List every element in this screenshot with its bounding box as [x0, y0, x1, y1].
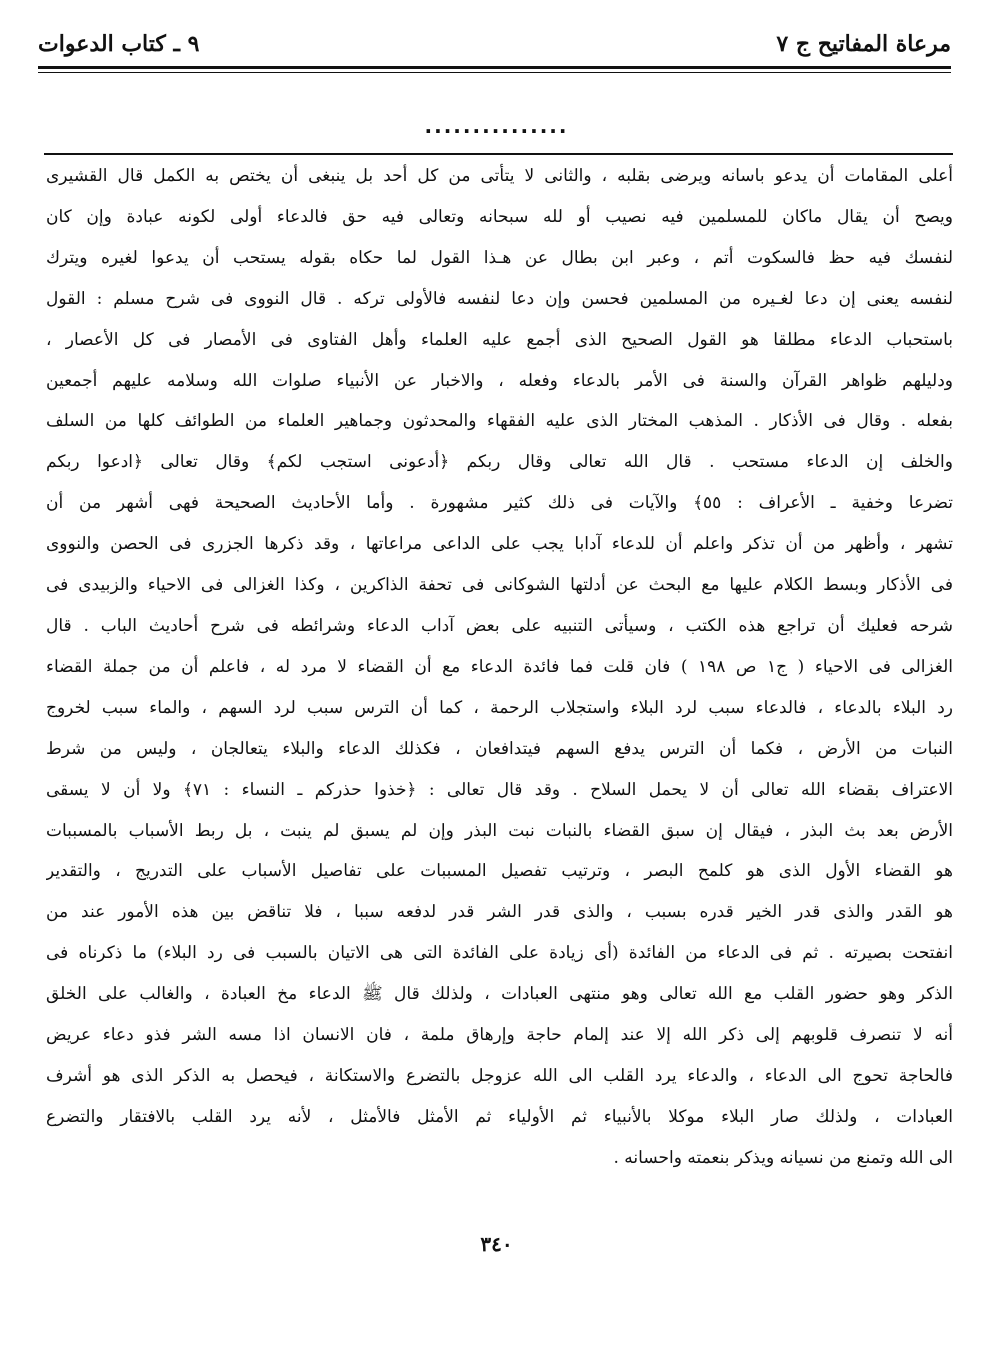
text-line: لنفسك فيه حظ فالسكوت أتم ، وعبر ابن بطال عن هـذا القول لما حكاه بقوله يستحب أن يدعوا لغيره ويترك: [46, 247, 953, 268]
text-line: فى الأذكار وبسط الكلام عليها مع البحث عن أدلتها الشوكانى فى تحفة الذاكرين ، وكذا الغزالى فى الاحياء والزبيدى فى: [46, 575, 953, 596]
text-line: الأرض بعد بث البذر ، فيقال إن سبق القضاء بالنبات نبت البذر وإن لم يسبق لم ينبت ، بل ربط الأسباب بالمسببات: [46, 820, 953, 841]
section-separator: ...............: [424, 114, 569, 138]
text-line: شرحه فعليك أن تراجع هذه الكتب ، وسيأتى التنبيه على بعض آداب الدعاء وشرائطه فى شرح أحاديث الباب . قال: [46, 615, 953, 636]
text-line: الذكر وهو حضور القلب مع الله تعالى وهو منتهى العبادات ، ولذلك قال ﷺ الدعاء مخ العبادة ، والغالب على الخلق: [46, 984, 953, 1005]
text-line: الغزالى فى الاحياء ( ج١ ص ١٩٨ ) فان قلت فما فائدة الدعاء مع أن القضاء لا مرد له ، فاعلم أن من جملة القضاء: [46, 656, 953, 677]
body-text: [46, 156, 953, 1179]
text-line: رد البلاء بالدعاء ، فالدعاء سبب لرد البلاء واستجلاب الرحمة ، كما أن الترس سبب لرد السهم ، والماء سبب لخروج: [46, 697, 953, 718]
text-line: العبادات ، ولذلك صار البلاء موكلا بالأنبياء ثم الأولياء ثم الأمثل فالأمثل ، لأنه يرد القلب بالافتقار والتضرع: [46, 1106, 953, 1127]
text-line: الاعتراف بقضاء الله تعالى أن لا يحمل السلاح . وقد قال تعالى : ﴿خذوا حذركم ـ النساء : ٧١﴾ ولا أن لا يسقى: [46, 779, 953, 800]
text-line: أنه لا تنصرف قلوبهم إلى ذكر الله إلا عند إلمام حاجة وإرهاق ملمة ، فان الانسان اذا مسه الشر فذو دعاء عريض: [46, 1025, 953, 1046]
header-rule-thick: [38, 66, 951, 69]
text-line: تشهر ، وأظهر من أن تذكر واعلم أن للدعاء آدابا يجب على الداعى مراعاتها ، وقد ذكرها الجزرى فى الحصن والنووى: [46, 534, 953, 555]
text-line: ودليلهم ظواهر القرآن والسنة فى الأمر بالدعاء وفعله ، والاخبار عن الأنبياء صلوات الله وسلامه عليهم أجمعين: [46, 370, 953, 391]
body-rule: [44, 153, 953, 155]
running-header: [38, 22, 951, 66]
page-number: ٣٤٠: [480, 1232, 513, 1256]
text-line: النبات من الأرض ، فكما أن الترس يدفع السهم فيتدافعان ، فكذلك الدعاء والبلاء يتعالجان ، وليس من شرط: [46, 738, 953, 759]
book-title: مرعاة المفاتيح ج ٧: [776, 31, 951, 57]
text-line: تضرعا وخفية ـ الأعراف : ٥٥﴾ والآيات فى ذلك كثير مشهورة . وأما الأحاديث الصحيحة فهى أشهر من أن: [46, 493, 953, 514]
text-line-last: الى الله وتمنع من نسيانه ويذكر بنعمته واحسانه .: [613, 1147, 953, 1168]
text-line: فالحاجة تحوج الى الدعاء ، والدعاء يرد القلب الى الله عزوجل بالتضرع والاستكانة ، فيحصل به الذكر الذى هو أشرف: [46, 1065, 953, 1086]
text-line: هو القضاء الأول الذى هو كلمح البصر ، وترتيب تفصيل المسببات على تفاصيل الأسباب على التدريج ، والتقدير: [46, 861, 953, 882]
text-line: والخلف إن الدعاء مستحب . قال الله تعالى وقال ربكم ﴿أدعونى استجب لكم﴾ وقال تعالى ﴿ادعوا ربكم: [46, 452, 953, 473]
text-line: ويصح أن يقال ماكان للمسلمين فيه نصيب أو لله سبحانه وتعالى فيه حق فالدعاء أولى لكونه عبادة وإن كان: [46, 206, 953, 227]
header-rule-thin: [38, 72, 951, 73]
text-line: لنفسه يعنى إن دعا لغـيره من المسلمين فحسن وإن دعا لنفسه فالأولى تركه . قال النووى فى شرح مسلم : القول: [46, 288, 953, 309]
chapter-title: ٩ ـ كتاب الدعوات: [38, 31, 200, 57]
text-line: هو القدر والذى قدر الخير قدره بسبب ، والذى قدر الشر قدر لدفعه سببا ، فلا تناقض بين هذه الأمور عند من: [46, 902, 953, 923]
text-line: باستحباب الدعاء مطلقا هو القول الصحيح الذى أجمع عليه العلماء وأهل الفتاوى فى الأمصار فى كل الأعصار ،: [46, 329, 953, 350]
text-line: انفتحت بصيرته . ثم فى الدعاء من الفائدة (أى زيادة على الفائدة التى هى الاتيان بالسبب فى رد البلاء) ما ذكرناه فى: [46, 943, 953, 964]
text-line: بفعله . وقال فى الأذكار . المذهب المختار الذى عليه الفقهاء والمحدثون وجماهير العلماء من الطوائف كلها من السلف: [46, 411, 953, 432]
text-line: أعلى المقامات أن يدعو باسانه ويرضى بقلبه ، والثانى لا يتأتى من كل أحد بل ينبغى أن يختص به الكمل قال القشيرى: [46, 166, 953, 186]
